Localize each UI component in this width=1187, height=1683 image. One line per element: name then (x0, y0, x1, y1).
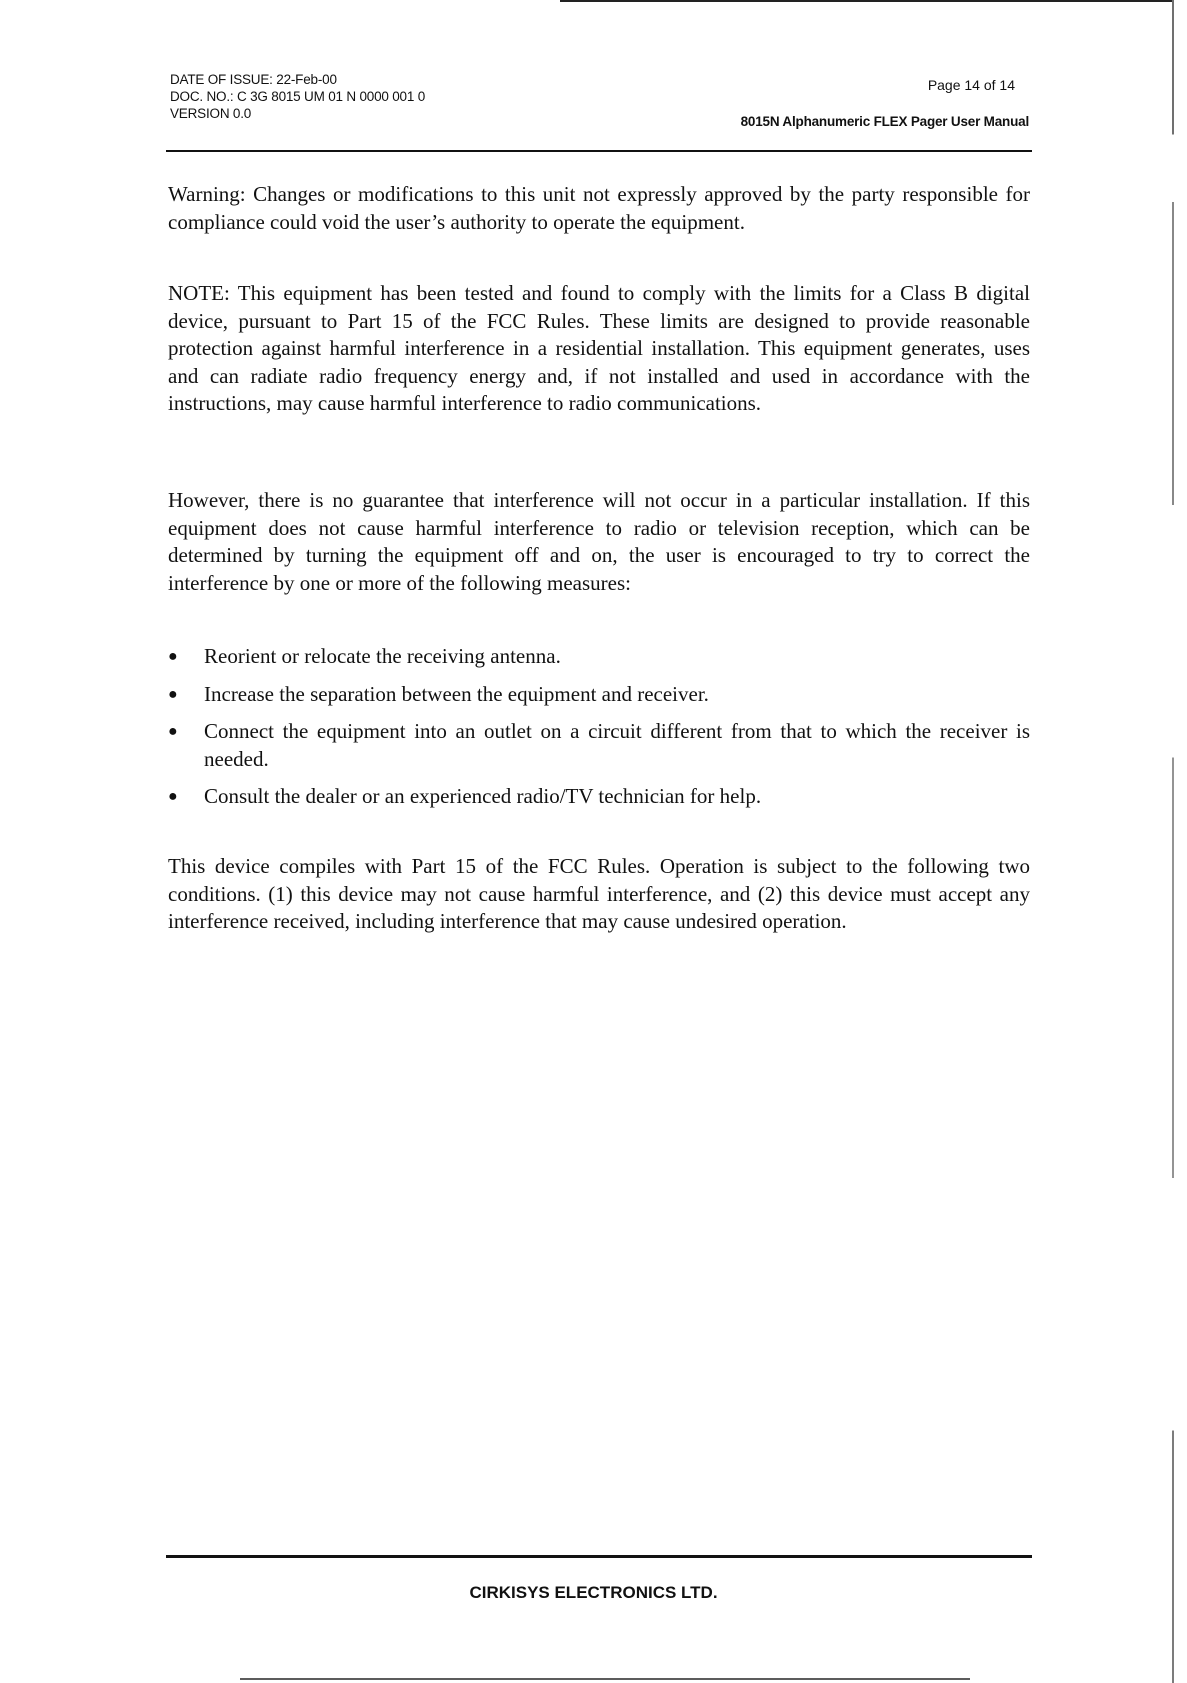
list-item-text: Connect the equipment into an outlet on a circuit different from that to which the receiver is needed. (204, 719, 1030, 771)
list-item (168, 783, 1030, 811)
header-doc-info (170, 71, 425, 122)
page-number: Page 14 of 14 (927, 77, 1015, 93)
list-item (168, 718, 1030, 773)
bullet-icon: ● (168, 788, 178, 805)
scan-artifact-right-edge (1172, 0, 1174, 1683)
warning-paragraph: Warning: Changes or modifications to this unit not expressly approved by the party responsible for compliance could void the user’s authority to operate the equipment. (168, 182, 1030, 234)
version: VERSION 0.0 (170, 106, 252, 121)
bullet-icon: ● (168, 723, 178, 740)
footer-rule (166, 1555, 1032, 1558)
company-name: CIRKISYS ELECTRONICS LTD. (469, 1583, 718, 1602)
doc-number: DOC. NO.: C 3G 8015 UM 01 N 0000 001 0 (170, 89, 426, 104)
scan-artifact-bottom (240, 1678, 970, 1680)
manual-title: 8015N Alphanumeric FLEX Pager User Manual (740, 114, 1029, 129)
list-item (168, 681, 1030, 709)
header-rule (166, 150, 1032, 152)
note-paragraph: NOTE: This equipment has been tested and found to comply with the limits for a Class B digital device, pursuant to Part 15 of the FCC Rules. These limits are designed to provide reasonable protection against harmful interference in a residential installation. This equipment generates, uses and can radiate radio frequency energy and, if not installed and used in accordance with the instructions, may cause harmful interference to radio communications. (168, 281, 1030, 415)
scan-artifact-top (560, 0, 1172, 2)
list-item (168, 643, 1030, 671)
measures-list (168, 643, 1030, 821)
compliance-paragraph: This device compiles with Part 15 of the FCC Rules. Operation is subject to the following two conditions. (1) this device may not cause harmful interference, and (2) this device must accept any interference received, including interference that may cause undesired operation. (168, 854, 1030, 933)
bullet-icon: ● (168, 648, 178, 665)
date-of-issue: DATE OF ISSUE: 22-Feb-00 (170, 72, 337, 87)
bullet-icon: ● (168, 685, 178, 703)
list-item-text: Increase the separation between the equipment and receiver. (204, 681, 709, 706)
however-paragraph: However, there is no guarantee that interference will not occur in a particular installation. If this equipment does not cause harmful interference to radio or television reception, which can be determined by turning the equipment off and on, the user is encouraged to try to correct the interference by one or more of the following measures: (168, 488, 1030, 595)
list-item-text: Consult the dealer or an experienced radio/TV technician for help. (204, 784, 762, 808)
list-item-text: Reorient or relocate the receiving antenna. (204, 644, 561, 668)
